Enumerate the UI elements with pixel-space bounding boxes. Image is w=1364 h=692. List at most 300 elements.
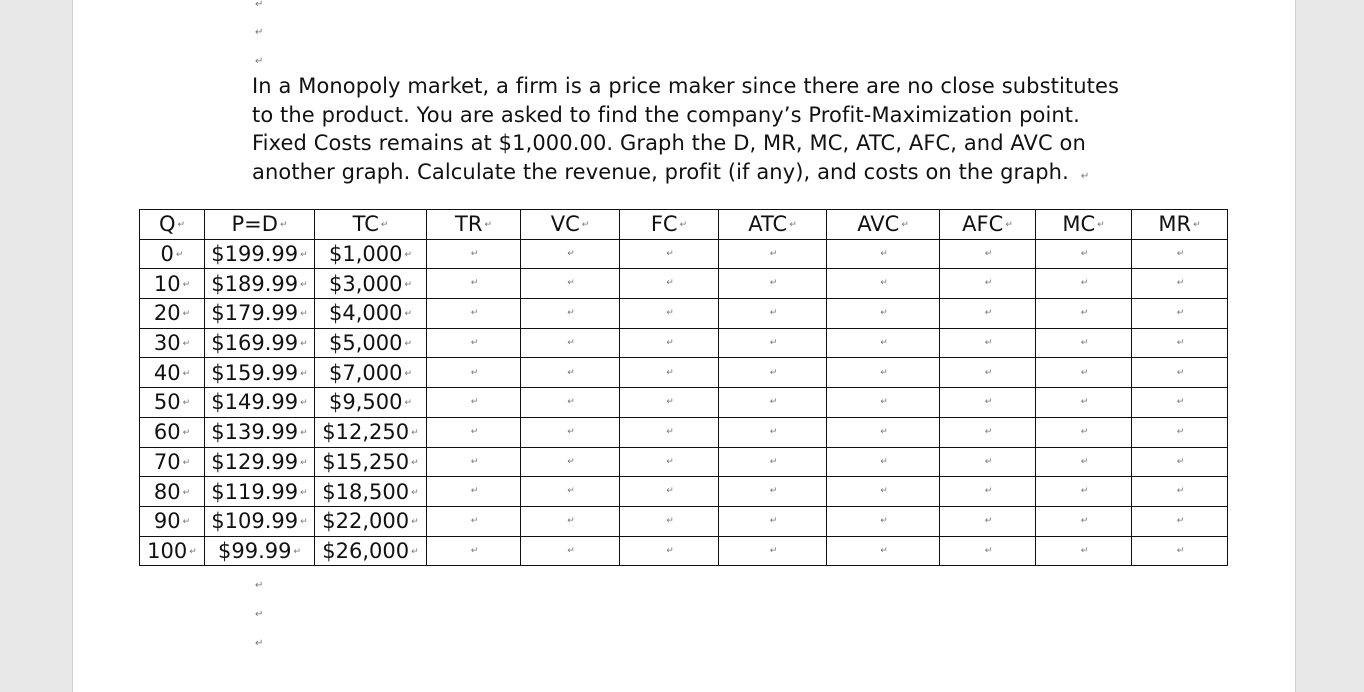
cell-mark: ↵ bbox=[880, 278, 888, 289]
empty-cell[interactable] bbox=[620, 388, 719, 418]
cell-value: 100 bbox=[147, 538, 188, 563]
cell-mark: ↵ bbox=[470, 486, 479, 497]
cell-mark: ↵ bbox=[182, 487, 191, 498]
cell-value: $1,000 bbox=[328, 242, 403, 267]
empty-cell[interactable] bbox=[940, 269, 1036, 299]
table-cell[interactable] bbox=[140, 536, 205, 566]
cell-mark: ↵ bbox=[880, 367, 888, 378]
cell-mark: ↵ bbox=[1176, 367, 1185, 378]
table-cell[interactable] bbox=[315, 239, 427, 269]
column-header-label: ATC bbox=[748, 212, 788, 237]
table-row bbox=[140, 388, 1228, 418]
empty-cell[interactable] bbox=[1132, 477, 1228, 507]
table-cell[interactable] bbox=[140, 269, 205, 299]
table-cell[interactable] bbox=[140, 328, 205, 358]
cell-mark: ↵ bbox=[567, 486, 575, 497]
cell-mark: ↵ bbox=[300, 457, 308, 468]
column-header-label: Q bbox=[158, 212, 176, 237]
empty-cell[interactable] bbox=[827, 388, 940, 418]
empty-cell[interactable] bbox=[521, 239, 620, 269]
empty-cell[interactable] bbox=[1036, 328, 1132, 358]
cell-mark: ↵ bbox=[182, 339, 191, 350]
cell-mark: ↵ bbox=[769, 278, 778, 289]
cell-mark: ↵ bbox=[182, 279, 191, 290]
empty-cell[interactable] bbox=[940, 506, 1036, 536]
cell-mark: ↵ bbox=[984, 426, 993, 437]
cell-mark: ↵ bbox=[279, 220, 288, 231]
empty-cell[interactable] bbox=[940, 358, 1036, 388]
table-cell[interactable] bbox=[140, 506, 205, 536]
empty-cell[interactable] bbox=[1132, 328, 1228, 358]
cell-mark: ↵ bbox=[300, 487, 308, 498]
table-body bbox=[140, 239, 1228, 566]
cell-mark: ↵ bbox=[769, 456, 778, 467]
cell-mark: ↵ bbox=[470, 367, 479, 378]
empty-cell[interactable] bbox=[719, 417, 827, 447]
cell-mark: ↵ bbox=[666, 278, 674, 289]
column-header-atc[interactable] bbox=[719, 210, 827, 240]
cell-mark: ↵ bbox=[1176, 515, 1185, 526]
column-header-label: AVC bbox=[857, 212, 900, 237]
empty-cell[interactable] bbox=[427, 269, 521, 299]
cell-mark: ↵ bbox=[470, 545, 479, 556]
cell-mark: ↵ bbox=[484, 220, 492, 231]
cell-mark: ↵ bbox=[300, 398, 308, 409]
empty-cell[interactable] bbox=[940, 388, 1036, 418]
table-row bbox=[140, 269, 1228, 299]
cell-mark: ↵ bbox=[1080, 456, 1089, 467]
empty-cell[interactable] bbox=[1132, 447, 1228, 477]
cell-mark: ↵ bbox=[984, 515, 993, 526]
cell-value: $139.99 bbox=[211, 420, 299, 445]
table-row bbox=[140, 358, 1228, 388]
column-header-mr[interactable] bbox=[1132, 210, 1228, 240]
empty-cell[interactable] bbox=[1036, 477, 1132, 507]
cell-mark: ↵ bbox=[404, 250, 413, 261]
empty-cell[interactable] bbox=[827, 358, 940, 388]
paragraph-mark: ↵ bbox=[255, 609, 264, 620]
cell-mark: ↵ bbox=[470, 456, 479, 467]
cell-mark: ↵ bbox=[1176, 456, 1185, 467]
table-cell[interactable] bbox=[205, 477, 315, 507]
cell-mark: ↵ bbox=[470, 397, 479, 408]
cell-mark: ↵ bbox=[666, 456, 674, 467]
empty-cell[interactable] bbox=[940, 328, 1036, 358]
cell-value: $169.99 bbox=[211, 331, 299, 356]
column-header-afc[interactable] bbox=[940, 210, 1036, 240]
cell-value: $9,500 bbox=[328, 390, 403, 415]
cell-mark: ↵ bbox=[984, 456, 993, 467]
paragraph-mark: ↵ bbox=[255, 580, 264, 591]
cell-mark: ↵ bbox=[984, 248, 993, 259]
cell-mark: ↵ bbox=[411, 457, 419, 468]
empty-cell[interactable] bbox=[719, 328, 827, 358]
empty-cell[interactable] bbox=[620, 447, 719, 477]
empty-cell[interactable] bbox=[940, 417, 1036, 447]
column-header-label: MR bbox=[1158, 212, 1192, 237]
cell-mark: ↵ bbox=[666, 545, 674, 556]
cell-value: $26,000 bbox=[322, 538, 410, 563]
cell-mark: ↵ bbox=[567, 367, 575, 378]
cell-mark: ↵ bbox=[1080, 515, 1089, 526]
table-cell[interactable] bbox=[140, 417, 205, 447]
column-header-avc[interactable] bbox=[827, 210, 940, 240]
cell-mark: ↵ bbox=[411, 546, 419, 557]
cell-mark: ↵ bbox=[175, 250, 184, 261]
cell-value: $99.99 bbox=[217, 538, 292, 563]
cell-mark: ↵ bbox=[769, 545, 778, 556]
table-cell[interactable] bbox=[140, 299, 205, 329]
table-row bbox=[140, 536, 1228, 566]
cell-value: $159.99 bbox=[211, 360, 299, 385]
cell-mark: ↵ bbox=[182, 428, 191, 439]
cell-mark: ↵ bbox=[880, 486, 888, 497]
empty-cell[interactable] bbox=[1036, 417, 1132, 447]
cell-mark: ↵ bbox=[666, 337, 674, 348]
cell-value: $5,000 bbox=[328, 331, 403, 356]
empty-cell[interactable] bbox=[620, 506, 719, 536]
cell-mark: ↵ bbox=[769, 248, 778, 259]
empty-cell[interactable] bbox=[1036, 269, 1132, 299]
table-cell[interactable] bbox=[205, 388, 315, 418]
table-cell[interactable] bbox=[205, 447, 315, 477]
cell-mark: ↵ bbox=[567, 515, 575, 526]
empty-cell[interactable] bbox=[940, 447, 1036, 477]
cell-mark: ↵ bbox=[769, 515, 778, 526]
paragraph-mark: ↵ bbox=[255, 638, 264, 649]
column-header-vc[interactable] bbox=[521, 210, 620, 240]
empty-cell[interactable] bbox=[719, 358, 827, 388]
cell-mark: ↵ bbox=[880, 456, 888, 467]
empty-cell[interactable] bbox=[1036, 239, 1132, 269]
empty-cell[interactable] bbox=[620, 269, 719, 299]
empty-cell[interactable] bbox=[719, 269, 827, 299]
cell-mark: ↵ bbox=[769, 426, 778, 437]
table-row bbox=[140, 506, 1228, 536]
cell-mark: ↵ bbox=[1176, 308, 1185, 319]
cell-mark: ↵ bbox=[300, 368, 308, 379]
cell-mark: ↵ bbox=[1193, 220, 1201, 231]
empty-cell[interactable] bbox=[940, 536, 1036, 566]
table-cell[interactable] bbox=[205, 417, 315, 447]
cell-mark: ↵ bbox=[984, 278, 993, 289]
cell-mark: ↵ bbox=[666, 248, 674, 259]
column-header-label: TC bbox=[352, 212, 379, 237]
table-cell[interactable] bbox=[315, 536, 427, 566]
cell-mark: ↵ bbox=[411, 517, 419, 528]
cell-mark: ↵ bbox=[404, 279, 413, 290]
cell-value: $149.99 bbox=[211, 390, 299, 415]
table-cell[interactable] bbox=[140, 388, 205, 418]
cell-mark: ↵ bbox=[380, 220, 389, 231]
cell-mark: ↵ bbox=[177, 220, 186, 231]
table-cell[interactable] bbox=[205, 328, 315, 358]
cell-mark: ↵ bbox=[1176, 278, 1185, 289]
cell-value: $12,250 bbox=[322, 420, 410, 445]
table-cell[interactable] bbox=[140, 477, 205, 507]
cell-mark: ↵ bbox=[666, 426, 674, 437]
empty-cell[interactable] bbox=[940, 239, 1036, 269]
cell-mark: ↵ bbox=[1176, 397, 1185, 408]
cell-mark: ↵ bbox=[300, 250, 308, 261]
empty-cell[interactable] bbox=[427, 239, 521, 269]
cell-mark: ↵ bbox=[666, 367, 674, 378]
column-header-tc[interactable] bbox=[315, 210, 427, 240]
cell-mark: ↵ bbox=[1080, 248, 1089, 259]
table-cell[interactable] bbox=[315, 358, 427, 388]
empty-cell[interactable] bbox=[940, 299, 1036, 329]
document-page[interactable] bbox=[72, 0, 1296, 692]
empty-cell[interactable] bbox=[1132, 299, 1228, 329]
empty-cell[interactable] bbox=[827, 328, 940, 358]
cell-value: 30 bbox=[153, 331, 181, 356]
cell-mark: ↵ bbox=[769, 308, 778, 319]
empty-cell[interactable] bbox=[521, 417, 620, 447]
empty-cell[interactable] bbox=[719, 388, 827, 418]
empty-cell[interactable] bbox=[620, 299, 719, 329]
cell-mark: ↵ bbox=[984, 308, 993, 319]
cell-value: $189.99 bbox=[211, 271, 299, 296]
table-cell[interactable] bbox=[205, 536, 315, 566]
empty-cell[interactable] bbox=[521, 388, 620, 418]
cell-mark: ↵ bbox=[880, 308, 888, 319]
empty-cell[interactable] bbox=[719, 299, 827, 329]
column-header-fc[interactable] bbox=[620, 210, 719, 240]
cell-mark: ↵ bbox=[182, 398, 191, 409]
empty-cell[interactable] bbox=[1132, 239, 1228, 269]
cell-mark: ↵ bbox=[1176, 545, 1185, 556]
empty-cell[interactable] bbox=[521, 269, 620, 299]
empty-cell[interactable] bbox=[427, 477, 521, 507]
empty-cell[interactable] bbox=[719, 477, 827, 507]
cell-mark: ↵ bbox=[666, 486, 674, 497]
empty-cell[interactable] bbox=[427, 447, 521, 477]
cell-mark: ↵ bbox=[404, 339, 413, 350]
cell-mark: ↵ bbox=[880, 248, 888, 259]
cell-value: $4,000 bbox=[328, 301, 403, 326]
cell-mark: ↵ bbox=[300, 339, 308, 350]
table-row bbox=[140, 239, 1228, 269]
table-cell[interactable] bbox=[205, 506, 315, 536]
empty-cell[interactable] bbox=[940, 477, 1036, 507]
cell-value: 0 bbox=[160, 242, 174, 267]
cell-mark: ↵ bbox=[470, 248, 479, 259]
empty-cell[interactable] bbox=[827, 417, 940, 447]
table-cell[interactable] bbox=[315, 506, 427, 536]
empty-cell[interactable] bbox=[427, 358, 521, 388]
cell-mark: ↵ bbox=[679, 220, 688, 231]
empty-cell[interactable] bbox=[827, 239, 940, 269]
table-cell[interactable] bbox=[140, 239, 205, 269]
empty-cell[interactable] bbox=[1132, 536, 1228, 566]
cell-mark: ↵ bbox=[769, 486, 778, 497]
empty-cell[interactable] bbox=[1036, 506, 1132, 536]
cell-mark: ↵ bbox=[189, 546, 197, 557]
column-header-label: P=D bbox=[231, 212, 278, 237]
column-header-label: AFC bbox=[962, 212, 1004, 237]
cell-mark: ↵ bbox=[984, 545, 993, 556]
table-cell[interactable] bbox=[205, 239, 315, 269]
cell-value: $199.99 bbox=[211, 242, 299, 267]
cell-mark: ↵ bbox=[1080, 337, 1089, 348]
empty-cell[interactable] bbox=[1132, 417, 1228, 447]
empty-cell[interactable] bbox=[1132, 269, 1228, 299]
empty-cell[interactable] bbox=[1036, 447, 1132, 477]
empty-cell[interactable] bbox=[827, 506, 940, 536]
cell-value: 80 bbox=[153, 479, 181, 504]
cell-mark: ↵ bbox=[1176, 337, 1185, 348]
table-cell[interactable] bbox=[315, 388, 427, 418]
empty-cell[interactable] bbox=[827, 269, 940, 299]
column-header-q[interactable] bbox=[140, 210, 205, 240]
cell-value: 50 bbox=[153, 390, 181, 415]
cell-mark: ↵ bbox=[1080, 367, 1089, 378]
cell-mark: ↵ bbox=[182, 309, 191, 320]
cell-value: 70 bbox=[153, 449, 181, 474]
cell-value: $129.99 bbox=[211, 449, 299, 474]
empty-cell[interactable] bbox=[427, 328, 521, 358]
question-paragraph[interactable] bbox=[252, 72, 1132, 192]
empty-cell[interactable] bbox=[620, 239, 719, 269]
cell-mark: ↵ bbox=[404, 368, 413, 379]
cost-table[interactable] bbox=[139, 209, 1228, 566]
empty-cell[interactable] bbox=[620, 328, 719, 358]
cell-value: $18,500 bbox=[322, 479, 410, 504]
cell-mark: ↵ bbox=[1005, 220, 1013, 231]
column-header-mc[interactable] bbox=[1036, 210, 1132, 240]
empty-cell[interactable] bbox=[521, 299, 620, 329]
table-row bbox=[140, 447, 1228, 477]
column-header-label: FC bbox=[650, 212, 678, 237]
table-cell[interactable] bbox=[205, 358, 315, 388]
paragraph-mark: ↵ bbox=[255, 27, 264, 38]
cell-mark: ↵ bbox=[567, 545, 575, 556]
table-cell[interactable] bbox=[315, 299, 427, 329]
cell-mark: ↵ bbox=[300, 309, 308, 320]
empty-cell[interactable] bbox=[521, 447, 620, 477]
cell-mark: ↵ bbox=[1080, 278, 1089, 289]
empty-cell[interactable] bbox=[827, 536, 940, 566]
empty-cell[interactable] bbox=[620, 477, 719, 507]
table-cell[interactable] bbox=[140, 358, 205, 388]
cell-mark: ↵ bbox=[880, 397, 888, 408]
column-header-label: MC bbox=[1062, 212, 1096, 237]
cell-mark: ↵ bbox=[182, 457, 191, 468]
cell-mark: ↵ bbox=[411, 428, 419, 439]
cell-mark: ↵ bbox=[567, 456, 575, 467]
cell-mark: ↵ bbox=[1080, 426, 1089, 437]
cell-mark: ↵ bbox=[880, 337, 888, 348]
empty-cell[interactable] bbox=[620, 417, 719, 447]
cell-mark: ↵ bbox=[1080, 545, 1089, 556]
empty-cell[interactable] bbox=[827, 477, 940, 507]
cell-mark: ↵ bbox=[1080, 308, 1089, 319]
column-header-tr[interactable] bbox=[427, 210, 521, 240]
table-cell[interactable] bbox=[315, 328, 427, 358]
cell-mark: ↵ bbox=[789, 220, 797, 231]
empty-cell[interactable] bbox=[427, 506, 521, 536]
cell-mark: ↵ bbox=[901, 220, 909, 231]
empty-cell[interactable] bbox=[827, 447, 940, 477]
empty-cell[interactable] bbox=[427, 388, 521, 418]
empty-cell[interactable] bbox=[620, 536, 719, 566]
cell-mark: ↵ bbox=[404, 309, 413, 320]
empty-cell[interactable] bbox=[521, 477, 620, 507]
empty-cell[interactable] bbox=[1036, 388, 1132, 418]
cell-mark: ↵ bbox=[984, 486, 993, 497]
cell-mark: ↵ bbox=[182, 368, 191, 379]
cell-mark: ↵ bbox=[300, 279, 308, 290]
cell-mark: ↵ bbox=[567, 248, 575, 259]
empty-cell[interactable] bbox=[827, 299, 940, 329]
table-cell[interactable] bbox=[140, 447, 205, 477]
empty-cell[interactable] bbox=[719, 506, 827, 536]
empty-cell[interactable] bbox=[1132, 506, 1228, 536]
empty-cell[interactable] bbox=[1036, 536, 1132, 566]
paragraph-mark: ↵ bbox=[255, 0, 264, 10]
cell-mark: ↵ bbox=[404, 398, 413, 409]
table-cell[interactable] bbox=[315, 269, 427, 299]
cell-mark: ↵ bbox=[567, 397, 575, 408]
cell-mark: ↵ bbox=[293, 546, 302, 557]
empty-cell[interactable] bbox=[1132, 358, 1228, 388]
empty-cell[interactable] bbox=[521, 328, 620, 358]
cell-mark: ↵ bbox=[1176, 486, 1185, 497]
empty-cell[interactable] bbox=[521, 506, 620, 536]
cell-mark: ↵ bbox=[567, 278, 575, 289]
empty-cell[interactable] bbox=[1036, 358, 1132, 388]
table-cell[interactable] bbox=[315, 417, 427, 447]
empty-cell[interactable] bbox=[719, 447, 827, 477]
column-header-p-d[interactable] bbox=[205, 210, 315, 240]
empty-cell[interactable] bbox=[620, 358, 719, 388]
cell-mark: ↵ bbox=[182, 517, 191, 528]
empty-cell[interactable] bbox=[521, 358, 620, 388]
empty-cell[interactable] bbox=[719, 239, 827, 269]
empty-cell[interactable] bbox=[521, 536, 620, 566]
cell-mark: ↵ bbox=[769, 367, 778, 378]
cell-mark: ↵ bbox=[470, 337, 479, 348]
cell-mark: ↵ bbox=[769, 397, 778, 408]
table-cell[interactable] bbox=[205, 299, 315, 329]
question-text: In a Monopoly market, a firm is a price maker since there are no close substitutes to the product. You are asked to find the company’s Profit-Maximization point. Fixed Costs remains at $1,000.00. Graph the D, MR, MC, ATC, AFC, and AVC on another graph. Calculate the revenue, profit (if any), and costs on the graph. bbox=[252, 74, 1120, 185]
cell-mark: ↵ bbox=[300, 428, 308, 439]
cell-value: $109.99 bbox=[211, 509, 299, 534]
cell-mark: ↵ bbox=[1176, 426, 1185, 437]
cell-mark: ↵ bbox=[880, 515, 888, 526]
empty-cell[interactable] bbox=[427, 299, 521, 329]
cell-mark: ↵ bbox=[1176, 248, 1185, 259]
table-cell[interactable] bbox=[315, 477, 427, 507]
cell-value: $3,000 bbox=[328, 271, 403, 296]
cell-value: $15,250 bbox=[322, 449, 410, 474]
paragraph-mark: ↵ bbox=[1080, 171, 1090, 183]
cell-value: $119.99 bbox=[211, 479, 299, 504]
empty-cell[interactable] bbox=[1132, 388, 1228, 418]
empty-cell[interactable] bbox=[427, 536, 521, 566]
table-row bbox=[140, 417, 1228, 447]
cell-value: 40 bbox=[153, 360, 181, 385]
empty-cell[interactable] bbox=[1036, 299, 1132, 329]
empty-cell[interactable] bbox=[427, 417, 521, 447]
table-cell[interactable] bbox=[315, 447, 427, 477]
empty-cell[interactable] bbox=[719, 536, 827, 566]
cell-mark: ↵ bbox=[567, 426, 575, 437]
table-cell[interactable] bbox=[205, 269, 315, 299]
cell-mark: ↵ bbox=[470, 515, 479, 526]
cell-value: $7,000 bbox=[328, 360, 403, 385]
table-header-row bbox=[140, 210, 1228, 240]
